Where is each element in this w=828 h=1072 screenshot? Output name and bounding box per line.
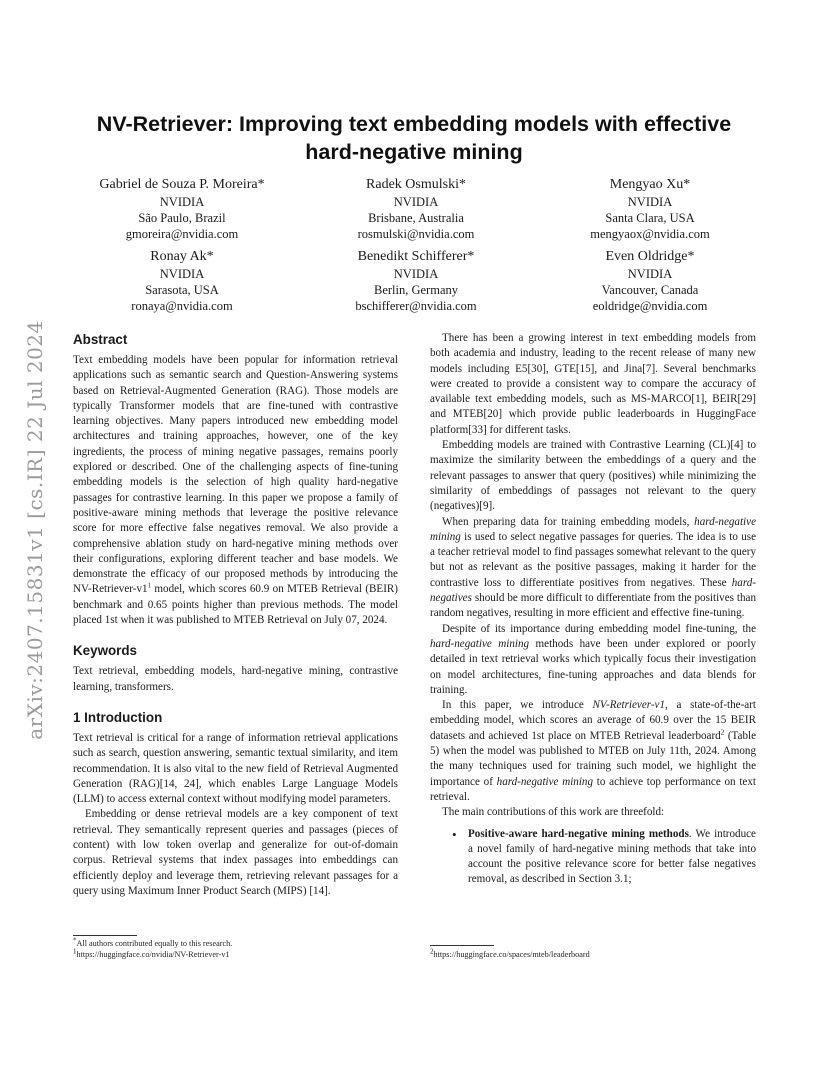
list-item: • Positive-aware hard-negative mining methods. We introduce a novel family of hard-negative mining methods that take into account the positive relevance score for better false negatives removal, as described in Section 3.1; [452,826,756,886]
intro-paragraph: There has been a growing interest in text embedding models from both academia and industry, leading to the recent release of many new models including E5[30], GTE[15], and Jina[7]. Several benchmarks were created to provide a consistent way to compare the accuracy of available text embedding models, such as MS-MARCO[1], BEIR[29] and MTEB[20] which provide public leaderboards in HuggingFace platform[33] for different tasks. [430,332,756,436]
keywords-heading: Keywords [73,643,137,659]
footnote: *All authors contributed equally to this research. [73,936,233,948]
footnotes-left [73,938,398,960]
author-name: Radek Osmulski* [366,177,466,192]
author-email: rosmulski@nvidia.com [357,227,475,241]
author-affiliation: NVIDIA [159,267,205,281]
author-email: mengyaox@nvidia.com [590,227,710,241]
right-column [430,331,756,888]
abstract-text: Text embedding models have been popular for information retrieval applications such as semantic search and Question-Answering systems based on Retrieval-Augmented Generation (RAG). Those models are typically Transformer models that are fine-tuned with contrastive learning objectives. Many papers introduced new embedding model architectures and training approaches, however, one of the key ingredients, the process of mining negative passages, remains poorly explored or described. One of the challenging aspects of fine-tuning embedding models is the selection of high quality hard-negative passages for contrastive learning. In this paper we propose a family of positive-aware mining methods that leverage the positive relevance score for more effective false negatives removal. We also provide a comprehensive ablation study on hard-negative mining methods over their configurations, exploring different teacher and base models. We demonstrate the efficacy of our proposed methods by introducing the $NV-Retriever-v1^1$ model, which scores 60.9 on MTEB Retrieval (BEIR) benchmark and 0.65 points higher than previous methods. The model placed 1st when it was published to MTEB Retrieval on July 07, 2024. [73,354,398,627]
author-name: Ronay Ak* [150,249,214,264]
author-location: Brisbane, Australia [368,211,464,225]
author-name: Gabriel de Souza P. Moreira* [99,177,265,192]
author-row-2 [72,247,760,314]
author-location: Sarasota, USA [145,283,219,297]
intro-paragraph: When preparing data for training embedding models, hard-negative mining is used to select negative passages for queries. The idea is to use a teacher retrieval model to find passages somewhat relevant to the query but not as relevant as the positive passages, making it harder for the contrastive loss to differentiate positives from negatives. These hard-negatives should be more difficult to differentiate from the positives than random negatives, resulting in more efficient and effective fine-tuning. [430,515,756,620]
intro-paragraph: Embedding or dense retrieval models are a key component of text retrieval. They semantically represent queries and passages (pieces of content) with low token overlap and generalize for out-of-domain corpus. Retrieval systems that index passages into embeddings can efficiently deploy and leverage them, retrieving relevant passages for a query using Maximum Inner Product Search (MIPS) [14]. [73,808,398,897]
author-email: gmoreira@nvidia.com [125,227,239,241]
intro-paragraph: Text retrieval is critical for a range of information retrieval applications such as search, question answering, semantic textual similarity, and item recommendation. It is also vital to the new field of Retrieval Augmented Generation (RAG)[14, 24], which enables Large Language Models (LLM) to access external context without modifying model parameters. [73,731,398,806]
footnote: $^1$https://huggingface.co/nvidia/NV-Retriever-v1 [73,947,230,959]
author-location: São Paulo, Brazil [138,211,226,225]
author-affiliation: NVIDIA [393,195,439,209]
author-block [72,175,760,319]
author-location: Vancouver, Canada [601,283,699,297]
author-card [306,247,526,314]
author-location: Santa Clara, USA [605,211,695,225]
bullet-icon: • [452,826,457,842]
intro-paragraph: Embedding models are trained with Contrastive Learning (CL)[4] to maximize the similarity between the embeddings of a query and the relevant passages to answer that query (positives) while minimizing the similarity of embeddings of passages not relevant to the query (negatives)[9]. [430,439,756,513]
intro-paragraph: In this paper, we introduce NV-Retriever-v1, a state-of-the-art embedding model, which scores an average of 60.9 over the 15 BEIR datasets and achieved 1st place on MTEB Retrieval leaderboard$^2$ (Table 5) when the model was published to MTEB on July 11th, 2024. Among the many techniques used for training such model, we highlight the importance of hard-negative mining to achieve top performance on text retrieval. [430,699,757,803]
author-email: bschifferer@nvidia.com [355,299,477,313]
author-location: Berlin, Germany [373,283,458,297]
author-name: Even Oldridge* [605,249,695,264]
author-name: Mengyao Xu* [609,177,691,192]
keywords-text: Text retrieval, embedding models, hard-negative mining, contrastive learning, transformers. [73,665,398,693]
paper-title: NV-Retriever: Improving text embedding models with effective hard-negative mining [96,112,732,164]
introduction-heading: 1 Introduction [73,709,163,725]
intro-paragraph: The main contributions of this work are threefold: [442,806,665,819]
arxiv-side-stamp [14,300,56,760]
footnote: $^2$https://huggingface.co/spaces/mteb/leaderboard [430,947,590,959]
arxiv-id-text: arXiv:2407.15831v1 [cs.IR] 22 Jul 2024 [23,320,47,740]
author-email: ronaya@nvidia.com [131,299,233,313]
contributions-list [430,827,756,888]
abstract-heading: Abstract [73,332,128,347]
author-name: Benedikt Schifferer* [357,249,475,264]
author-email: eoldridge@nvidia.com [592,299,708,313]
author-affiliation: NVIDIA [627,195,673,209]
intro-paragraph: Despite of its importance during embedding model fine-tuning, the hard-negative mining methods have been under explored or poorly detailed in text retrieval works which typically focus their investigation on model architectures, fine-tuning approaches and data blends for training. [430,622,756,696]
author-affiliation: NVIDIA [627,267,673,281]
author-card [540,175,760,242]
author-affiliation: NVIDIA [159,195,205,209]
author-card [306,175,526,242]
author-row-1 [72,175,760,242]
footnote-rule-right [430,945,494,946]
author-card [72,247,292,314]
footnotes-right [430,949,756,960]
author-affiliation: NVIDIA [393,267,439,281]
author-card [540,247,760,314]
footnote-rule-left [73,935,137,936]
left-column [73,331,398,899]
author-card [72,175,292,242]
